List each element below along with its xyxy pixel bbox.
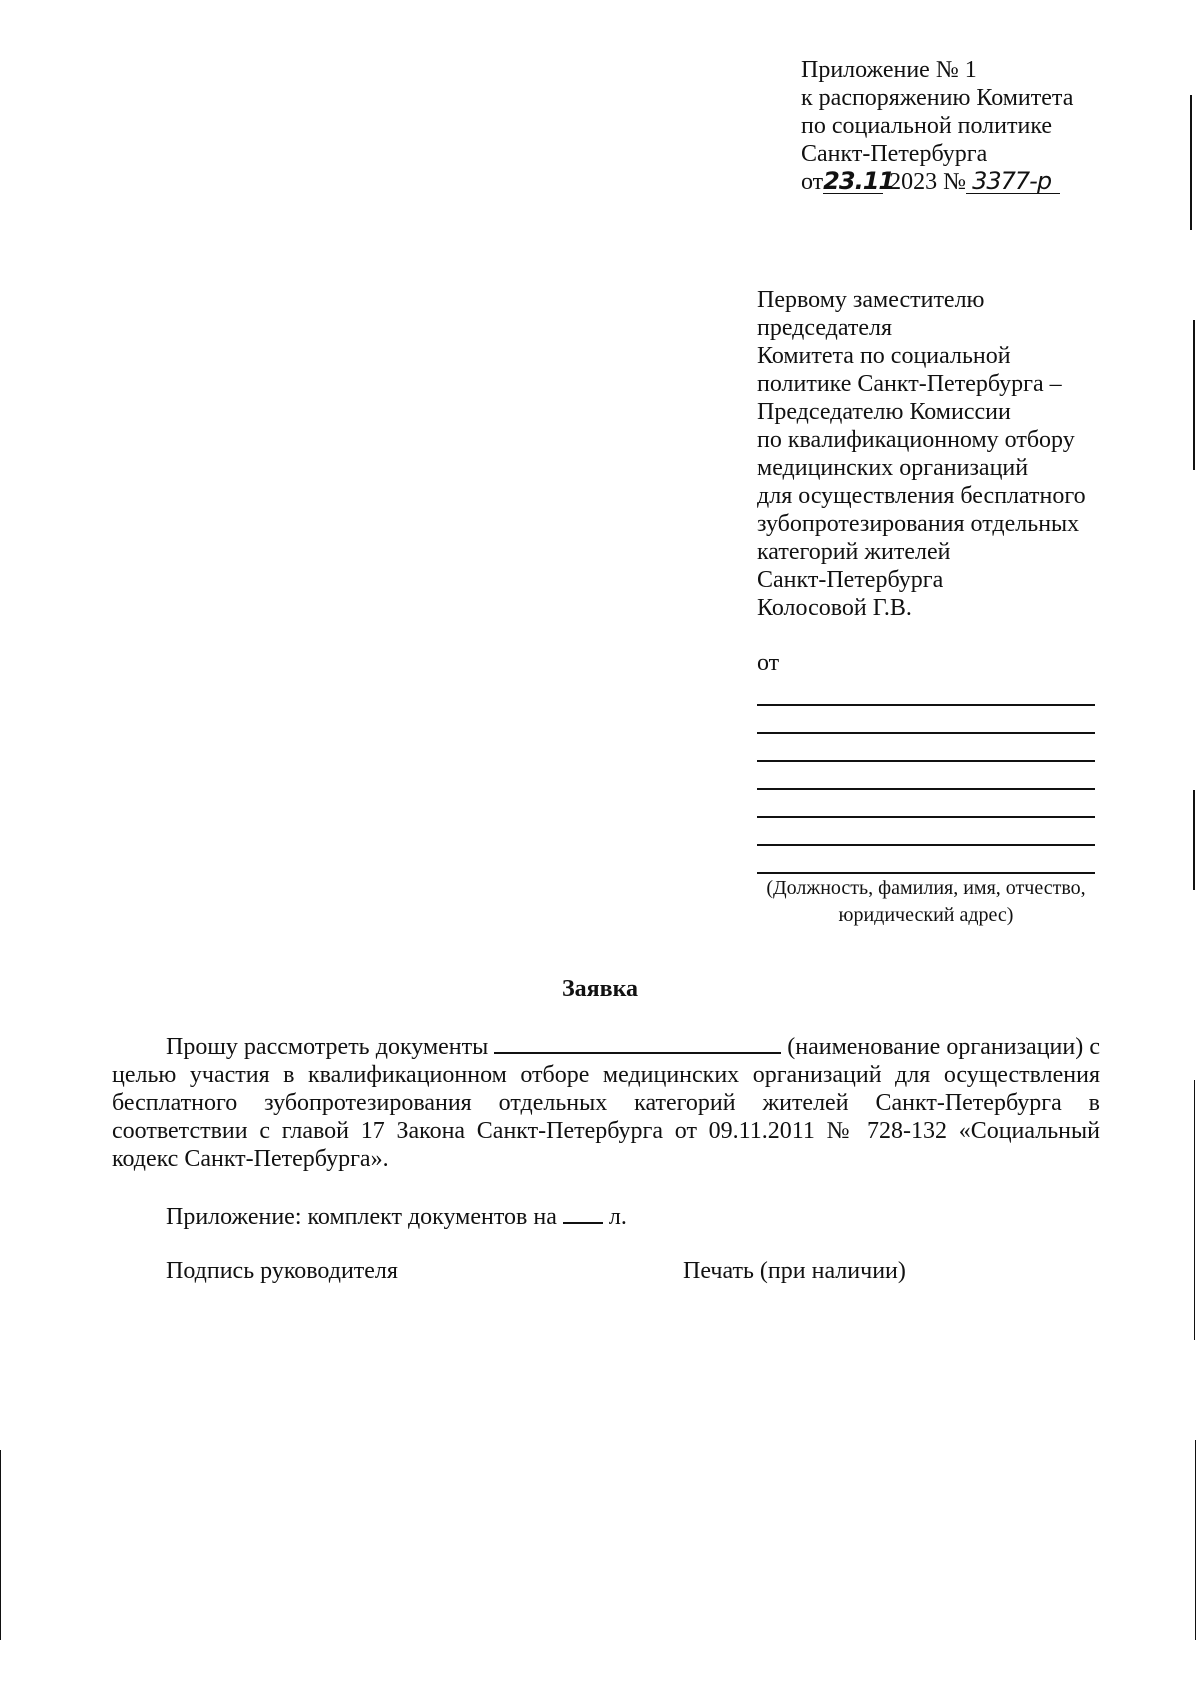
body-part-1: Прошу рассмотреть документы bbox=[166, 1034, 489, 1060]
addressee-line: медицинских организаций bbox=[757, 455, 1029, 481]
fill-in-line[interactable] bbox=[757, 704, 1095, 706]
fill-in-line[interactable] bbox=[757, 732, 1095, 734]
scan-edge-mark bbox=[1195, 1440, 1196, 1640]
signature-label: Подпись руководителя bbox=[166, 1258, 398, 1284]
date-prefix: от bbox=[801, 169, 824, 195]
year-label: 2023 № bbox=[889, 169, 967, 195]
addressee-line: Колосовой Г.В. bbox=[757, 595, 912, 621]
attachment-line bbox=[166, 1202, 627, 1231]
document-title: Заявка bbox=[561, 976, 639, 1002]
fill-in-line[interactable] bbox=[757, 788, 1095, 790]
body-part-2: (наименование организации) с целью участия в квалификационном отборе медицинских организаций для осуществления бесплатного зубопротезирования отдельных категорий жителей Санкт-Петербурга в соответствии с главой 17 Закона Санкт-Петербурга от 09.11.2011 № 728-132 «Социальный кодекс Санкт-Петербурга». bbox=[112, 1034, 1100, 1172]
fill-in-line[interactable] bbox=[757, 844, 1095, 846]
request-paragraph bbox=[112, 1032, 1100, 1173]
appendix-line: по социальной политике bbox=[801, 113, 1053, 139]
appendix-line: Приложение № 1 bbox=[801, 57, 977, 83]
from-label: от bbox=[757, 650, 780, 676]
addressee-line: председателя bbox=[757, 315, 893, 341]
appendix-line: Санкт-Петербурга bbox=[801, 141, 988, 167]
addressee-line: Председателю Комиссии bbox=[757, 399, 1011, 425]
scan-edge-mark bbox=[1193, 320, 1195, 470]
addressee-line: Санкт-Петербурга bbox=[757, 567, 944, 593]
appendix-header bbox=[801, 56, 1073, 196]
from-caption bbox=[757, 875, 1095, 929]
addressee-block bbox=[757, 286, 1086, 622]
scan-edge-mark bbox=[0, 1450, 1, 1640]
organization-name-blank[interactable] bbox=[494, 1032, 781, 1054]
request-body bbox=[112, 1032, 1100, 1173]
addressee-line: зубопротезирования отдельных bbox=[757, 511, 1080, 537]
fill-in-line[interactable] bbox=[757, 872, 1095, 874]
handwritten-number: 3377-р bbox=[966, 169, 1060, 194]
addressee-line: по квалификационному отбору bbox=[757, 427, 1075, 453]
appendix-date-line bbox=[801, 168, 1073, 196]
appendix-line: к распоряжению Комитета bbox=[801, 85, 1074, 111]
addressee-line: для осуществления бесплатного bbox=[757, 483, 1086, 509]
scan-edge-mark bbox=[1190, 95, 1192, 230]
addressee-line: категорий жителей bbox=[757, 539, 951, 565]
attachment-suffix: л. bbox=[608, 1204, 627, 1230]
caption-line: юридический адрес) bbox=[838, 904, 1014, 926]
addressee-line: политике Санкт-Петербурга – bbox=[757, 371, 1062, 397]
page-count-blank[interactable] bbox=[563, 1202, 603, 1224]
addressee-line: Комитета по социальной bbox=[757, 343, 1011, 369]
stamp-label: Печать (при наличии) bbox=[683, 1258, 906, 1284]
fill-in-line[interactable] bbox=[757, 816, 1095, 818]
fill-in-line[interactable] bbox=[757, 760, 1095, 762]
scan-edge-mark bbox=[1194, 1080, 1195, 1340]
addressee-line: Первому заместителю bbox=[757, 287, 985, 313]
scan-edge-mark bbox=[1193, 790, 1195, 890]
caption-line: (Должность, фамилия, имя, отчество, bbox=[766, 877, 1086, 899]
handwritten-date: 23.11 bbox=[823, 167, 895, 195]
attachment-prefix: Приложение: комплект документов на bbox=[166, 1204, 557, 1230]
